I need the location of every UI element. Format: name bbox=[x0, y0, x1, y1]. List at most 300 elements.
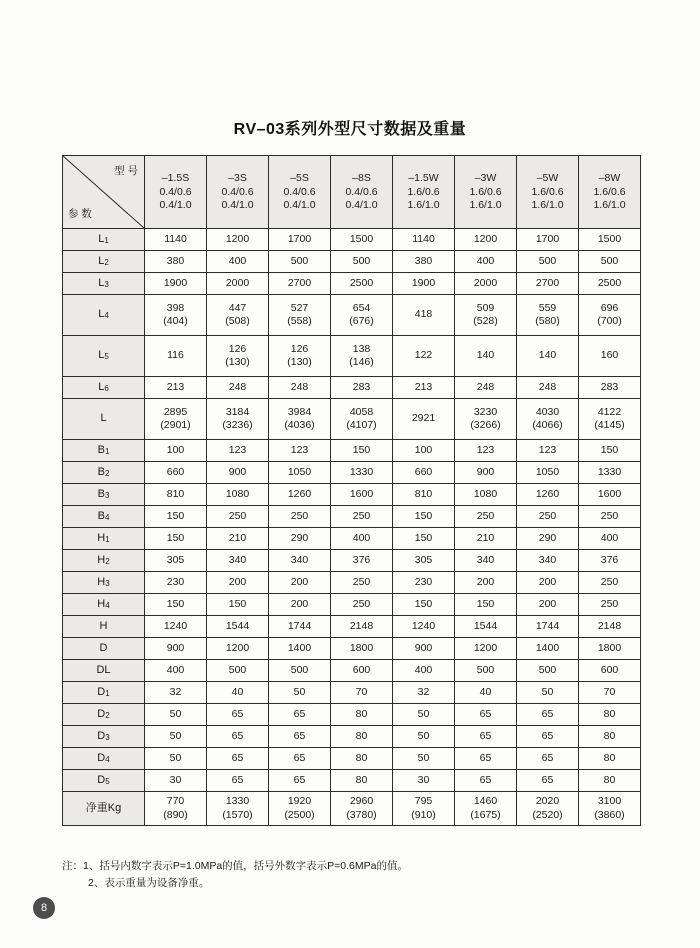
row-label-subscript: 2 bbox=[105, 710, 110, 720]
table-cell: 1240 bbox=[393, 616, 455, 638]
table-cell: 100 bbox=[145, 440, 207, 462]
row-label-subscript: 2 bbox=[104, 257, 109, 267]
table-cell: 1240 bbox=[145, 616, 207, 638]
table-cell: 80 bbox=[331, 726, 393, 748]
table-cell: 500 bbox=[455, 660, 517, 682]
table-cell: 160 bbox=[579, 336, 641, 377]
table-cell: 1900 bbox=[145, 273, 207, 295]
cell-value-secondary: (146) bbox=[349, 356, 374, 368]
cell-value-secondary: (4145) bbox=[594, 419, 625, 431]
row-label-cell: B3 bbox=[63, 484, 145, 506]
table-cell: 200 bbox=[517, 572, 579, 594]
header-col-7 bbox=[579, 156, 641, 229]
table-cell: 248 bbox=[455, 377, 517, 399]
table-cell: 200 bbox=[455, 572, 517, 594]
table-body bbox=[63, 229, 641, 826]
table-cell: 122 bbox=[393, 336, 455, 377]
header-col-1-line2: 0.4/0.6 bbox=[221, 185, 254, 198]
table-cell: 140 bbox=[517, 336, 579, 377]
table-cell: 250 bbox=[579, 506, 641, 528]
table-cell bbox=[579, 295, 641, 336]
cell-value-secondary: (4036) bbox=[284, 419, 315, 431]
header-col-4-line2: 1.6/0.6 bbox=[407, 185, 440, 198]
header-corner-cell bbox=[63, 156, 145, 229]
table-cell: 1200 bbox=[207, 638, 269, 660]
table-cell bbox=[455, 295, 517, 336]
cell-value-primary: 138 bbox=[352, 342, 371, 355]
table-cell: 1600 bbox=[331, 484, 393, 506]
table-cell: 123 bbox=[455, 440, 517, 462]
table-cell: 400 bbox=[393, 660, 455, 682]
table-cell: 50 bbox=[393, 726, 455, 748]
row-label-subscript: 3 bbox=[104, 279, 109, 289]
row-label-subscript: 3 bbox=[105, 732, 110, 742]
table-row bbox=[63, 440, 641, 462]
table-cell: 65 bbox=[269, 726, 331, 748]
table-cell: 65 bbox=[455, 726, 517, 748]
net-weight-cell bbox=[331, 792, 393, 826]
cell-value-secondary: (130) bbox=[287, 356, 312, 368]
table-cell: 500 bbox=[579, 251, 641, 273]
net-weight-secondary: (890) bbox=[163, 808, 188, 821]
table-cell: 80 bbox=[331, 704, 393, 726]
table-cell: 1544 bbox=[207, 616, 269, 638]
table-cell bbox=[269, 336, 331, 377]
cell-value-primary: 447 bbox=[228, 301, 247, 314]
cell-value-primary: 126 bbox=[290, 342, 309, 355]
table-row bbox=[63, 528, 641, 550]
table-cell: 2500 bbox=[331, 273, 393, 295]
table-cell: 30 bbox=[145, 770, 207, 792]
table-cell bbox=[331, 336, 393, 377]
page-number-badge: 8 bbox=[33, 897, 55, 919]
net-weight-primary: 795 bbox=[414, 795, 433, 808]
cell-value-secondary: (508) bbox=[225, 315, 250, 327]
cell-value-secondary: (676) bbox=[349, 315, 374, 327]
row-label-cell: H3 bbox=[63, 572, 145, 594]
header-col-3-line3: 0.4/1.0 bbox=[345, 199, 378, 212]
table-cell: 65 bbox=[269, 704, 331, 726]
net-weight-secondary: (910) bbox=[411, 808, 436, 821]
notes-block bbox=[62, 858, 662, 893]
cell-value-secondary: (2901) bbox=[160, 419, 191, 431]
row-label-cell: D1 bbox=[63, 682, 145, 704]
table-cell: 150 bbox=[145, 528, 207, 550]
table-cell: 123 bbox=[269, 440, 331, 462]
row-label-subscript: 1 bbox=[104, 446, 110, 456]
table-cell: 248 bbox=[269, 377, 331, 399]
row-label-subscript: 1 bbox=[105, 534, 110, 544]
table-cell: 1140 bbox=[145, 229, 207, 251]
table-cell: 230 bbox=[393, 572, 455, 594]
table-cell: 250 bbox=[579, 572, 641, 594]
table-cell: 500 bbox=[207, 660, 269, 682]
net-weight-cell bbox=[207, 792, 269, 826]
header-col-6 bbox=[517, 156, 579, 229]
row-label-subscript: 4 bbox=[104, 512, 110, 522]
table-row bbox=[63, 295, 641, 336]
table-cell: 250 bbox=[517, 506, 579, 528]
row-label-cell: L1 bbox=[63, 229, 145, 251]
note-item-1: 1、括号内数字表示P=1.0MPa的值，括号外数字表示P=0.6MPa的值。 bbox=[83, 860, 408, 872]
table-cell: 248 bbox=[517, 377, 579, 399]
table-cell: 80 bbox=[331, 748, 393, 770]
table-cell: 1800 bbox=[579, 638, 641, 660]
table-cell: 1200 bbox=[207, 229, 269, 251]
cell-value-secondary: (558) bbox=[287, 315, 312, 327]
table-cell: 80 bbox=[579, 770, 641, 792]
table-cell: 65 bbox=[517, 770, 579, 792]
net-weight-secondary: (2500) bbox=[284, 808, 315, 821]
header-col-3-line2: 0.4/0.6 bbox=[345, 185, 378, 198]
table-cell: 376 bbox=[579, 550, 641, 572]
note-item-2: 2、表示重量为设备净重。 bbox=[88, 877, 210, 890]
net-weight-secondary: (1570) bbox=[222, 808, 253, 821]
table-row bbox=[63, 748, 641, 770]
table-cell: 150 bbox=[393, 594, 455, 616]
table-cell: 80 bbox=[579, 726, 641, 748]
table-cell: 250 bbox=[331, 506, 393, 528]
table-cell: 1080 bbox=[455, 484, 517, 506]
table-row bbox=[63, 484, 641, 506]
table-cell: 1330 bbox=[331, 462, 393, 484]
table-cell: 65 bbox=[269, 770, 331, 792]
table-row bbox=[63, 251, 641, 273]
table-row bbox=[63, 336, 641, 377]
table-cell: 340 bbox=[455, 550, 517, 572]
table-cell: 32 bbox=[393, 682, 455, 704]
table-cell: 400 bbox=[145, 660, 207, 682]
table-cell: 660 bbox=[145, 462, 207, 484]
header-col-2 bbox=[269, 156, 331, 229]
table-cell: 250 bbox=[455, 506, 517, 528]
cell-value-secondary: (4066) bbox=[532, 419, 563, 431]
table-cell: 500 bbox=[269, 251, 331, 273]
table-cell: 150 bbox=[455, 594, 517, 616]
net-weight-secondary: (3780) bbox=[346, 808, 377, 821]
table-cell: 50 bbox=[393, 748, 455, 770]
table-cell: 1800 bbox=[331, 638, 393, 660]
row-label-subscript: 1 bbox=[105, 688, 110, 698]
table-cell: 340 bbox=[517, 550, 579, 572]
table-row bbox=[63, 572, 641, 594]
row-label-cell: L3 bbox=[63, 273, 145, 295]
row-label-cell: D5 bbox=[63, 770, 145, 792]
cell-value-secondary: (528) bbox=[473, 315, 498, 327]
cell-value-primary: 398 bbox=[166, 301, 185, 314]
table-cell: 50 bbox=[145, 726, 207, 748]
table-cell: 1700 bbox=[269, 229, 331, 251]
dimension-table bbox=[62, 155, 641, 826]
dimension-table-container bbox=[62, 155, 640, 826]
header-col-5-line2: 1.6/0.6 bbox=[469, 185, 502, 198]
table-cell bbox=[517, 295, 579, 336]
table-row bbox=[63, 399, 641, 440]
table-cell: 500 bbox=[517, 660, 579, 682]
cell-value-primary: 3984 bbox=[287, 405, 312, 418]
table-cell: 380 bbox=[145, 251, 207, 273]
row-label-subscript: 3 bbox=[104, 490, 110, 500]
table-cell: 810 bbox=[145, 484, 207, 506]
net-weight-primary: 3100 bbox=[597, 795, 622, 808]
cell-value-primary: 4122 bbox=[597, 405, 622, 418]
table-cell: 2148 bbox=[331, 616, 393, 638]
cell-value-primary: 509 bbox=[476, 301, 495, 314]
cell-value-secondary: (3236) bbox=[222, 419, 253, 431]
cell-value-secondary: (404) bbox=[163, 315, 188, 327]
table-cell: 600 bbox=[331, 660, 393, 682]
row-label-subscript: 4 bbox=[104, 311, 109, 321]
cell-value-primary: 126 bbox=[228, 342, 247, 355]
row-label-cell: L2 bbox=[63, 251, 145, 273]
net-weight-cell bbox=[517, 792, 579, 826]
table-cell: 376 bbox=[331, 550, 393, 572]
table-cell: 150 bbox=[331, 440, 393, 462]
table-row bbox=[63, 726, 641, 748]
header-col-0-line3: 0.4/1.0 bbox=[159, 199, 192, 212]
table-cell: 2921 bbox=[393, 399, 455, 440]
table-cell: 900 bbox=[207, 462, 269, 484]
row-label-cell: DL bbox=[63, 660, 145, 682]
table-cell: 65 bbox=[517, 748, 579, 770]
table-cell: 200 bbox=[517, 594, 579, 616]
row-label-cell: H4 bbox=[63, 594, 145, 616]
table-row bbox=[63, 594, 641, 616]
header-col-1-line3: 0.4/1.0 bbox=[221, 199, 254, 212]
header-col-5-model: –3W bbox=[474, 171, 497, 184]
table-cell: 290 bbox=[517, 528, 579, 550]
table-cell: 123 bbox=[207, 440, 269, 462]
table-cell: 283 bbox=[331, 377, 393, 399]
header-col-4 bbox=[393, 156, 455, 229]
cell-value-primary: 559 bbox=[538, 301, 557, 314]
table-cell: 116 bbox=[145, 336, 207, 377]
header-col-4-line3: 1.6/1.0 bbox=[407, 199, 440, 212]
table-cell: 150 bbox=[393, 528, 455, 550]
table-cell: 150 bbox=[145, 594, 207, 616]
table-cell: 290 bbox=[269, 528, 331, 550]
table-row bbox=[63, 682, 641, 704]
net-weight-primary: 1330 bbox=[225, 795, 250, 808]
net-weight-cell bbox=[393, 792, 455, 826]
table-cell: 380 bbox=[393, 251, 455, 273]
net-weight-cell bbox=[579, 792, 641, 826]
table-cell: 2700 bbox=[269, 273, 331, 295]
table-cell: 150 bbox=[145, 506, 207, 528]
table-cell bbox=[269, 399, 331, 440]
net-weight-secondary: (1675) bbox=[470, 808, 501, 821]
table-cell: 50 bbox=[145, 704, 207, 726]
table-cell: 1400 bbox=[517, 638, 579, 660]
table-cell: 283 bbox=[579, 377, 641, 399]
header-col-7-line3: 1.6/1.0 bbox=[593, 199, 626, 212]
table-header-row bbox=[63, 156, 641, 229]
table-row bbox=[63, 616, 641, 638]
table-cell: 123 bbox=[517, 440, 579, 462]
table-cell: 50 bbox=[269, 682, 331, 704]
table-cell: 150 bbox=[207, 594, 269, 616]
net-weight-primary: 770 bbox=[166, 795, 185, 808]
table-cell: 32 bbox=[145, 682, 207, 704]
header-col-6-line3: 1.6/1.0 bbox=[531, 199, 564, 212]
table-cell: 250 bbox=[207, 506, 269, 528]
cell-value-primary: 2895 bbox=[163, 405, 188, 418]
row-label-cell: H1 bbox=[63, 528, 145, 550]
table-cell: 660 bbox=[393, 462, 455, 484]
net-weight-cell bbox=[269, 792, 331, 826]
header-param-label: 参 数 bbox=[68, 207, 92, 220]
row-label-cell: D2 bbox=[63, 704, 145, 726]
row-label-cell: H bbox=[63, 616, 145, 638]
table-cell: 210 bbox=[455, 528, 517, 550]
row-label-cell: L5 bbox=[63, 336, 145, 377]
table-cell: 900 bbox=[145, 638, 207, 660]
table-cell: 1050 bbox=[517, 462, 579, 484]
table-cell: 40 bbox=[207, 682, 269, 704]
row-label-subscript: 4 bbox=[105, 600, 110, 610]
cell-value-primary: 527 bbox=[290, 301, 309, 314]
header-col-6-line2: 1.6/0.6 bbox=[531, 185, 564, 198]
table-cell: 1200 bbox=[455, 638, 517, 660]
net-weight-cell bbox=[145, 792, 207, 826]
table-cell: 30 bbox=[393, 770, 455, 792]
table-cell: 305 bbox=[145, 550, 207, 572]
table-cell: 213 bbox=[393, 377, 455, 399]
header-col-6-model: –5W bbox=[536, 171, 559, 184]
table-row bbox=[63, 229, 641, 251]
table-cell: 40 bbox=[455, 682, 517, 704]
table-cell: 340 bbox=[269, 550, 331, 572]
net-weight-secondary: (2520) bbox=[532, 808, 563, 821]
row-label-cell: B2 bbox=[63, 462, 145, 484]
header-col-4-model: –1.5W bbox=[408, 171, 439, 184]
note-line-2 bbox=[62, 875, 662, 892]
header-model-label: 型 号 bbox=[114, 165, 138, 177]
table-cell: 1400 bbox=[269, 638, 331, 660]
note-line-1 bbox=[62, 858, 662, 875]
table-cell: 500 bbox=[331, 251, 393, 273]
row-label-subscript: 1 bbox=[104, 235, 109, 245]
table-cell: 65 bbox=[455, 704, 517, 726]
table-cell: 2700 bbox=[517, 273, 579, 295]
net-weight-label: 净重Kg bbox=[63, 792, 145, 826]
table-row bbox=[63, 770, 641, 792]
table-cell: 1600 bbox=[579, 484, 641, 506]
header-col-1-model: –3S bbox=[228, 171, 247, 184]
table-cell: 80 bbox=[331, 770, 393, 792]
net-weight-primary: 2020 bbox=[535, 795, 560, 808]
header-col-0-model: –1.5S bbox=[161, 171, 190, 184]
table-cell: 1050 bbox=[269, 462, 331, 484]
cell-value-primary: 3184 bbox=[225, 405, 250, 418]
table-cell: 600 bbox=[579, 660, 641, 682]
header-col-2-line2: 0.4/0.6 bbox=[283, 185, 316, 198]
row-label-cell: D4 bbox=[63, 748, 145, 770]
table-cell: 230 bbox=[145, 572, 207, 594]
row-label-cell: D3 bbox=[63, 726, 145, 748]
cell-value-secondary: (130) bbox=[225, 356, 250, 368]
table-cell: 1744 bbox=[517, 616, 579, 638]
table-cell: 65 bbox=[207, 726, 269, 748]
table-cell: 150 bbox=[579, 440, 641, 462]
row-label-subscript: 5 bbox=[104, 352, 109, 362]
table-cell: 250 bbox=[269, 506, 331, 528]
table-cell: 400 bbox=[455, 251, 517, 273]
header-col-0-line2: 0.4/0.6 bbox=[159, 185, 192, 198]
cell-value-primary: 4058 bbox=[349, 405, 374, 418]
header-col-1 bbox=[207, 156, 269, 229]
cell-value-secondary: (4107) bbox=[346, 419, 377, 431]
table-cell: 418 bbox=[393, 295, 455, 336]
table-row bbox=[63, 704, 641, 726]
row-label-subscript: 6 bbox=[104, 383, 109, 393]
cell-value-secondary: (580) bbox=[535, 315, 560, 327]
table-cell: 140 bbox=[455, 336, 517, 377]
table-cell: 65 bbox=[517, 726, 579, 748]
table-cell: 1744 bbox=[269, 616, 331, 638]
header-col-7-line2: 1.6/0.6 bbox=[593, 185, 626, 198]
net-weight-secondary: (3860) bbox=[594, 808, 625, 821]
cell-value-primary: 4030 bbox=[535, 405, 560, 418]
table-cell: 1080 bbox=[207, 484, 269, 506]
table-cell: 50 bbox=[393, 704, 455, 726]
header-col-0 bbox=[145, 156, 207, 229]
table-cell bbox=[579, 399, 641, 440]
table-cell: 1330 bbox=[579, 462, 641, 484]
table-row bbox=[63, 506, 641, 528]
table-cell bbox=[517, 399, 579, 440]
row-label-cell: L4 bbox=[63, 295, 145, 336]
row-label-subscript: 2 bbox=[104, 468, 110, 478]
row-label-cell: L bbox=[63, 399, 145, 440]
table-cell: 1700 bbox=[517, 229, 579, 251]
table-cell: 2000 bbox=[207, 273, 269, 295]
table-cell: 900 bbox=[455, 462, 517, 484]
table-cell: 500 bbox=[517, 251, 579, 273]
table-cell: 1900 bbox=[393, 273, 455, 295]
table-cell: 400 bbox=[207, 251, 269, 273]
row-label-subscript: 2 bbox=[105, 556, 110, 566]
table-cell bbox=[269, 295, 331, 336]
table-cell bbox=[207, 399, 269, 440]
table-cell: 65 bbox=[517, 704, 579, 726]
row-label-cell: H2 bbox=[63, 550, 145, 572]
cell-value-secondary: (3266) bbox=[470, 419, 501, 431]
table-cell: 810 bbox=[393, 484, 455, 506]
table-cell: 1260 bbox=[517, 484, 579, 506]
row-label-cell: D bbox=[63, 638, 145, 660]
table-cell: 500 bbox=[269, 660, 331, 682]
table-cell bbox=[331, 295, 393, 336]
table-cell: 2500 bbox=[579, 273, 641, 295]
net-weight-primary: 2960 bbox=[349, 795, 374, 808]
table-cell: 400 bbox=[579, 528, 641, 550]
header-col-3 bbox=[331, 156, 393, 229]
table-cell: 250 bbox=[331, 594, 393, 616]
cell-value-primary: 654 bbox=[352, 301, 371, 314]
table-cell: 400 bbox=[331, 528, 393, 550]
header-col-2-line3: 0.4/1.0 bbox=[283, 199, 316, 212]
notes-prefix: 注： bbox=[62, 860, 83, 872]
header-col-2-model: –5S bbox=[290, 171, 309, 184]
table-cell: 70 bbox=[331, 682, 393, 704]
row-label-cell: B1 bbox=[63, 440, 145, 462]
table-cell: 340 bbox=[207, 550, 269, 572]
cell-value-primary: 696 bbox=[600, 301, 619, 314]
table-cell: 100 bbox=[393, 440, 455, 462]
table-row bbox=[63, 462, 641, 484]
table-cell bbox=[455, 399, 517, 440]
